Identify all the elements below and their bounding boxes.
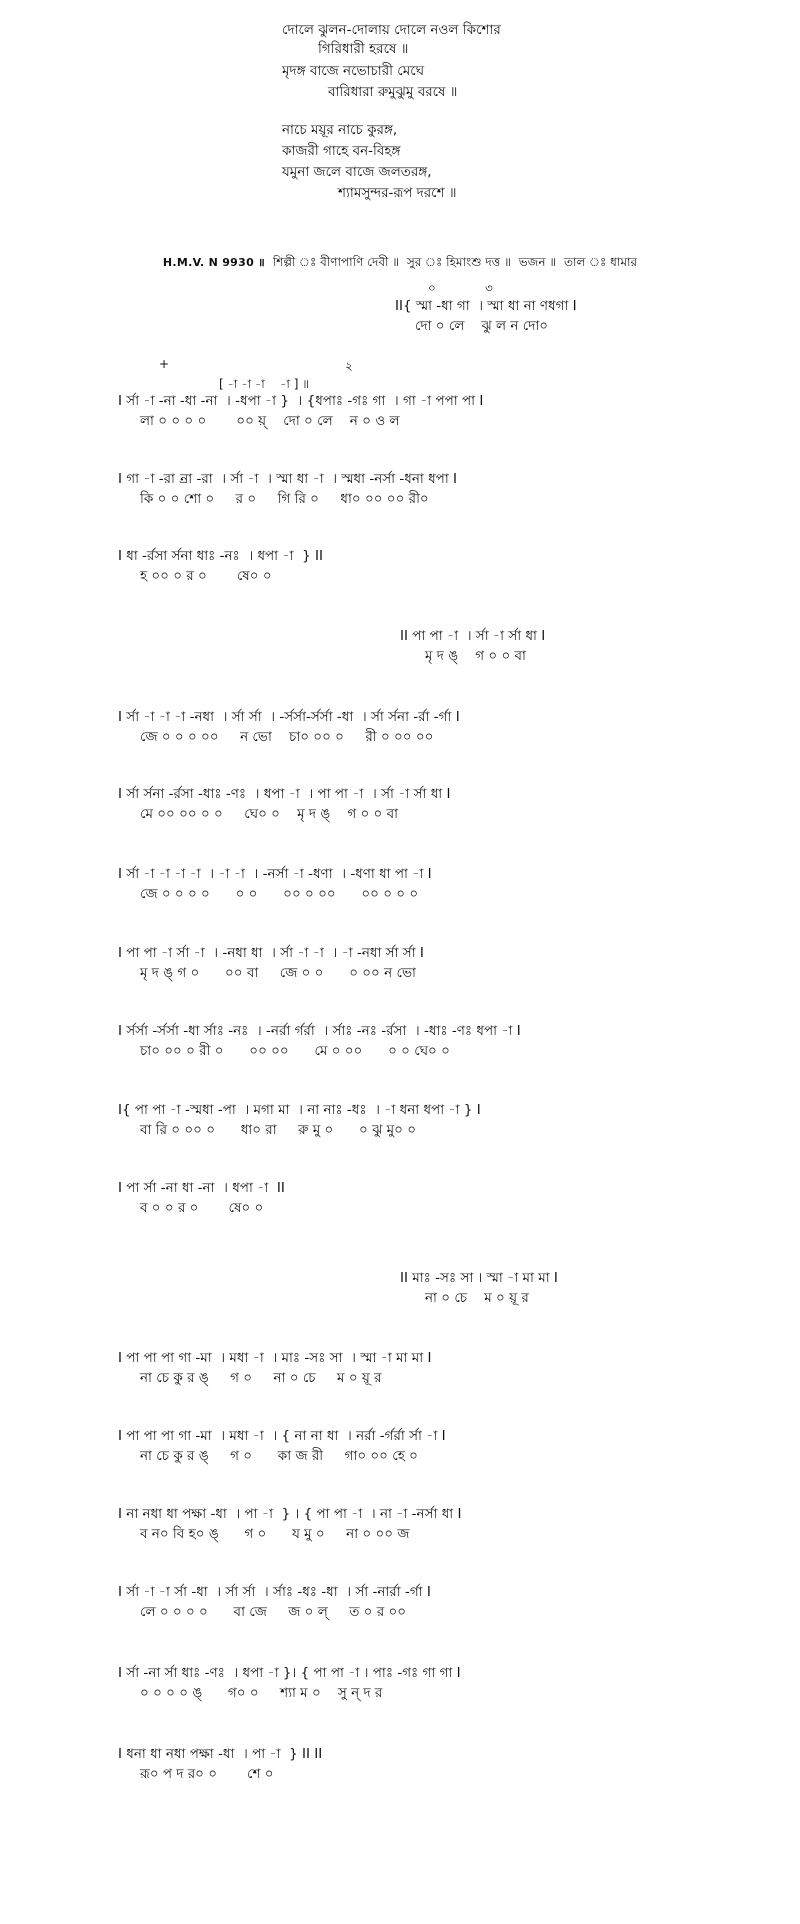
swara-line: I র্সা র্সনা -র্রসা -ধাঃ -ণঃ । ধপা -া । পা পা -া । র্সা -া র্সা ধা I [118,786,451,802]
beat-marker: ৩ [485,281,493,295]
swara-line: I র্সা -া -া -া -া । -া -া । -নর্সা -া -ধণা । -ধণা ধা পা -া I [118,866,432,882]
lyric-line: মৃদঙ্গ বাজে নভোচারী মেঘে [282,63,425,79]
swara-line: I পা পা পা গা -মা । মধা -া । { না না ধা । নর্রা -র্গর্রা র্সা -া I [118,1428,446,1444]
swara-line: I র্সা -া -া র্সা -ধা । র্সা র্সা । র্সাঃ -ধঃ -ধা । র্সা -নার্রা -র্গা I [118,1584,431,1600]
swara-line: I পা পা -া র্সা -া । -নধা ধা । র্সা -া -া । -া -নধা র্সা র্সা I [118,945,424,961]
lyric-line: কাজরী গাহে বন-বিহঙ্গ [282,143,401,159]
syllable-line: না চে কু র ঙ্ গ ০ কা জ রী গা০ ০০ হে ০ [140,1448,418,1464]
lyric-line: শ্যামসুন্দর-রূপ দরশে ॥ [338,185,457,201]
syllable-line: না ০ চে ম ০ য়ূ র [425,1290,529,1306]
artist-credit: শিল্পী ঃ বীণাপাণি দেবী ॥ [272,255,400,269]
record-number: H.M.V. N 9930 ॥ [162,256,266,269]
swara-line: I গা -া -রা ন্রা -রা । র্সা -া । স্মা ধা -া । স্মধা -নর্সা -ধনা ধপা I [118,471,458,487]
syllable-line: চা০ ০০ ০ রী ০ ০০ ০০ মে ০ ০০ ০ ০ ঘে০ ০ [140,1043,450,1059]
swara-line: I{ পা পা -া -স্মধা -পা । মগা মা । না নাঃ -ধঃ । -া ধনা ধপা -া } I [118,1102,481,1118]
syllable-line: হ ০০ ০ র ০ ষে০ ০ [140,568,272,584]
syllable-line: দো ০ লে ঝু ল ন দো০ [415,318,549,334]
swara-line: II মাঃ -সঃ সা । স্মা -া মা মা I [400,1270,558,1286]
syllable-line: লা ০ ০ ০ ০ ০০ য়্ দো ০ লে ন ০ ও ল [140,413,400,429]
lyric-line: নাচে ময়ূর নাচে কুরঙ্গ, [282,122,398,138]
syllable-line: জে ০ ০ ০ ০ ০ ০ ০০ ০ ০০ ০০ ০ ০ ০ [140,886,419,902]
syllable-line: জে ০ ০ ০ ০০ ন ভো চা০ ০০ ০ রী ০ ০০ ০০ [140,729,434,745]
syllable-line: মৃ দ ঙ্ গ ০ ০০ বা জে ০ ০ ০ ০০ ন ভো [140,965,416,981]
syllable-line: কি ০ ০ শো ০ র ০ গি রি ০ ধা০ ০০ ০০ রী০ [140,491,429,507]
syllable-line: ব ন০ বি হ০ ঙ্ গ ০ য মু ০ না ০ ০০ জ [140,1526,410,1542]
swara-line: I ধা -র্রসা র্সনা ধাঃ -নঃ । ধপা -া } II [118,548,323,564]
lyric-line: বারিধারা রুমুঝুমু বরষে ॥ [328,84,458,100]
lyric-line: দোলে ঝুলন-দোলায় দোলে নওল কিশোর [282,22,501,38]
composer-credit: সুর ঃ হিমাংশু দত্ত ॥ [406,255,511,269]
lyric-line: যমুনা জলে বাজে জলতরঙ্গ, [282,164,432,180]
swara-line: I র্সর্সা -র্সর্সা -ধা র্সাঃ -নঃ । -নর্রা র্গর্রা । র্সাঃ -নঃ -র্রসা । -ধাঃ -ণঃ ধপা -া I [118,1023,521,1039]
syllable-line: না চে কু র ঙ্ গ ০ না ০ চে ম ০ য়ূ র [140,1370,382,1386]
swara-line: I র্সা -া -া -া -নধা । র্সা র্সা । -র্সর্সা-র্সর্সা -ধা । র্সা র্সনা -র্রা -র্গা I [118,709,460,725]
beat-marker: + [159,357,170,371]
swara-line: I র্সা -া -না -ধা -না । -ধপা -া } । {ধপাঃ -গঃ গা । গা -া পপা পা I [118,393,484,409]
syllable-line: মে ০০ ০০ ০ ০ ঘে০ ০ মৃ দ ঙ্ গ ০ ০ বা [140,806,399,822]
swara-line: I না নধা ধা পক্ষা -ধা । পা -া } । { পা পা -া । না -া -নর্সা ধা I [118,1506,462,1522]
swara-line: I পা র্সা -না ধা -না । ধপা -া II [118,1180,285,1196]
swara-line: I ধনা ধা নধা পক্ষা -ধা । পা -া } II II [118,1746,323,1762]
syllable-line: মৃ দ ঙ্ গ ০ ০ বা [425,648,526,664]
syllable-line: ব ০ ০ র ০ ষে০ ০ [140,1200,264,1216]
swara-line: II পা পা -া । র্সা -া র্সা ধা I [400,628,546,644]
genre-label: ভজন ॥ [518,255,557,269]
tala-label: তাল ঃ ধামার [563,255,638,269]
syllable-line: বা রি ০ ০০ ০ ধা০ রা রু মু ০ ০ ঝু মু০ ০ [140,1122,416,1138]
syllable-line: লে ০ ০ ০ ০ বা জে জ ০ ল্ ত ০ র ০০ [140,1604,407,1620]
swara-line: I পা পা পা গা -মা । মধা -া । মাঃ -সঃ সা । স্মা -া মা মা I [118,1350,432,1366]
lyric-line: গিরিধারী হরষে ॥ [318,41,409,57]
swara-line: II{ স্মা -ধা গা । স্মা ধা না ণধগা I [395,298,577,314]
beat-marker: ০ [428,281,436,295]
beat-marker: ২ [345,359,353,373]
swara-line: I র্সা -না র্সা ধাঃ -ণঃ । ধপা -া }। { পা পা -া । পাঃ -গঃ গা গা I [118,1665,461,1681]
syllable-line: ০ ০ ০ ০ ঙ্ গ০ ০ শ্যা ম ০ সু ন্ দ র [140,1685,383,1701]
beat-marker: [ -া -া -া -া ] ॥ [219,377,309,391]
syllable-line: রূ০ প দ র০ ০ শে ০ [140,1766,274,1782]
song-meta [0,254,800,274]
